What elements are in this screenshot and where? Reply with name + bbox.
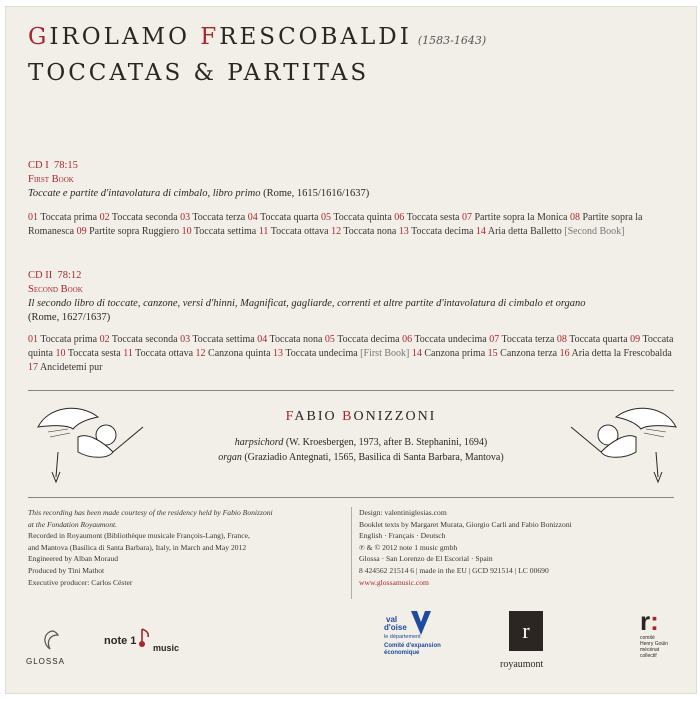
track-number: 13 [273, 348, 284, 359]
cd2-book: Second Book [28, 284, 83, 295]
track-number: 05 [324, 334, 335, 345]
track-item [182, 226, 257, 237]
credit-line: Recorded in Royaumont (Bibliothèque musicale François-Lang), France, [28, 531, 250, 541]
note1-logo-text: note 1 [104, 635, 137, 647]
track-number: 01 [28, 334, 38, 345]
track-title: Toccata prima [38, 212, 98, 223]
track-number: 06 [394, 212, 405, 223]
track-number: 10 [181, 226, 192, 237]
track-number: 01 [28, 212, 38, 223]
track-title: Toccata ottava [268, 226, 329, 237]
track-item [273, 348, 409, 359]
cd2-track-list [28, 333, 678, 375]
credits-separator [351, 507, 352, 599]
track-title: Toccata ottava [132, 348, 194, 359]
track-title: Toccata quarta [566, 334, 628, 345]
right-cherub-illustration [566, 397, 686, 487]
track-title: Toccata quinta [331, 212, 392, 223]
track-title: Toccata settima [191, 226, 257, 237]
track-title: Partite sopra Ruggiero [86, 226, 180, 237]
track-title: Toccata undecima [412, 334, 487, 345]
track-item [321, 212, 392, 223]
track-number: 04 [257, 334, 268, 345]
credit-line: Executive producer: Carlos Céster [28, 577, 133, 587]
track-number: 03 [180, 334, 191, 345]
cd1-book: First Book [28, 174, 74, 185]
valdoise-v-icon [410, 610, 432, 636]
track-title: Toccata terza [190, 212, 246, 223]
divider-bottom [28, 497, 674, 498]
back-cover [5, 6, 697, 694]
track-number: 02 [99, 334, 110, 345]
track-item [259, 226, 329, 237]
track-item [248, 212, 319, 223]
track-item [28, 212, 97, 223]
track-number: 08 [556, 334, 567, 345]
track-number: 04 [247, 212, 258, 223]
track-item [100, 334, 178, 345]
note1-logo-subtext: music [153, 643, 180, 653]
cd1-track-list [28, 211, 678, 239]
cd2-work: Il secondo libro di toccate, canzone, versi d'hinni, Magnificat, gagliarde, correnti et altre partite d'intavolatura di cimbalo et organo [28, 298, 586, 309]
track-number: 03 [180, 212, 191, 223]
track-number: 05 [321, 212, 331, 223]
track-title: Toccata nona [267, 334, 323, 345]
fondation-logo: r: comité Henry Goüin mécénat collectif [640, 607, 680, 677]
track-number: 15 [487, 348, 498, 359]
track-title: Ancidetemi pur [38, 362, 103, 373]
track-number: 11 [123, 348, 133, 359]
composer-dates: (1583-1643) [417, 34, 487, 47]
credit-line: Produced by Tini Mathot [28, 565, 105, 575]
credit-line: Glossa · San Lorenzo de El Escorial · Spain [359, 554, 493, 564]
harpsichord-line: harpsichord (W. Kroesbergen, 1973, after B. Stephanini, 1694) [234, 437, 488, 448]
credit-line: English · Français · Deutsch [359, 531, 446, 541]
track-item [402, 334, 487, 345]
credit-line: ℗ & © 2012 note 1 music gmbh [359, 542, 458, 552]
track-title: Toccata terza [499, 334, 555, 345]
credit-line: Design: valentiniglesias.com [359, 508, 447, 517]
track-title: Aria detta la Frescobalda [569, 348, 672, 359]
track-book-note: [Second Book] [561, 226, 625, 237]
credit-line: This recording has been made courtesy of the residency held by Fabio Bonizzoni [28, 508, 273, 517]
track-number: 17 [28, 362, 38, 373]
track-item [196, 348, 271, 359]
track-item [462, 212, 568, 223]
track-title: Canzona terza [497, 348, 558, 359]
track-item [489, 334, 554, 345]
track-title: Partite sopra la Romanesca [28, 212, 643, 237]
track-number: 07 [461, 212, 472, 223]
track-title: Toccata nona [341, 226, 397, 237]
royaumont-mark-logo: r [509, 611, 543, 651]
track-item [100, 212, 178, 223]
left-cherub-illustration [28, 397, 148, 487]
track-number: 09 [76, 226, 87, 237]
track-item [180, 212, 245, 223]
track-item [257, 334, 322, 345]
track-title: Aria detta Balletto [485, 226, 562, 237]
track-title: Toccata prima [38, 334, 98, 345]
track-number: 11 [258, 226, 269, 237]
track-item [56, 348, 121, 359]
track-item [77, 226, 179, 237]
credit-line: Booklet texts by Margaret Murata, Giorgio Carli and Fabio Bonizzoni [359, 519, 572, 529]
track-item [476, 226, 625, 237]
credit-line: at the Fondation Royaumont. [28, 519, 118, 529]
track-number: 16 [559, 348, 570, 359]
track-item [557, 334, 628, 345]
track-item [28, 334, 97, 345]
credits-left [28, 507, 343, 588]
track-number: 06 [402, 334, 413, 345]
track-item [180, 334, 255, 345]
track-book-note: [First Book] [357, 348, 410, 359]
track-item [325, 334, 400, 345]
track-item [412, 348, 485, 359]
track-number: 12 [331, 226, 342, 237]
website-link[interactable]: www.glossamusic.com [359, 577, 429, 587]
track-title: Toccata seconda [109, 334, 178, 345]
track-title: Partite sopra la Monica [471, 212, 568, 223]
track-title: Canzona prima [421, 348, 486, 359]
track-title: Toccata seconda [109, 212, 178, 223]
album-title: TOCCATAS & PARTITAS [28, 60, 370, 86]
track-number: 14 [411, 348, 422, 359]
cd2-work-note: (Rome, 1627/1637) [28, 312, 111, 323]
track-number: 14 [475, 226, 486, 237]
fondation-r-mark: r: [640, 606, 659, 636]
track-title: Toccata undecima [283, 348, 358, 359]
track-number: 12 [195, 348, 206, 359]
cd1-work: Toccate e partite d'intavolatura di cimbalo, libro primo (Rome, 1615/1616/1637) [28, 188, 370, 199]
credit-line: 8 424562 21514 6 | made in the EU | GCD 921514 | LC 00690 [359, 565, 549, 575]
valdoise-logo: val d'oise le département Comité d'expansion économique [384, 610, 454, 670]
track-number: 02 [99, 212, 110, 223]
note1-logo-icon [138, 627, 152, 649]
track-item [331, 226, 396, 237]
track-title: Canzona quinta [205, 348, 271, 359]
track-item [123, 348, 193, 359]
cd2-header: CD II 78:12 Second Book Il secondo libro di toccate, canzone, versi d'hinni, Magnificat, gagliarde, correnti et altre partite d'intavolatura di cimbalo et organo (Rome, 1627/1637) [28, 269, 678, 325]
track-title: Toccata quinta [28, 334, 674, 359]
credit-line: and Mantova (Basilica di Santa Barbara), Italy, in March and May 2012 [28, 542, 247, 552]
track-title: Toccata sesta [404, 212, 460, 223]
royaumont-logo-text: royaumont [500, 659, 544, 670]
track-item [28, 362, 102, 373]
track-number: 10 [55, 348, 66, 359]
track-title: Toccata quarta [257, 212, 319, 223]
organ-line: organ (Graziadio Antegnati, 1565, Basilica di Santa Barbara, Mantova) [218, 452, 504, 463]
credit-line: Engineered by Alban Moraud [28, 554, 119, 564]
divider-top [28, 390, 674, 391]
cd1-header: CD I 78:15 First Book Toccate e partite d'intavolatura di cimbalo, libro primo (Rome, 1615/1616/1637) [28, 159, 678, 201]
track-title: Toccata decima [408, 226, 474, 237]
track-number: 09 [630, 334, 641, 345]
track-item [394, 212, 459, 223]
glossa-logo-icon [36, 629, 68, 653]
track-number: 07 [489, 334, 500, 345]
track-item [560, 348, 672, 359]
track-item [488, 348, 557, 359]
composer-name: GIROLAMO FRESCOBALDI (1583-1643) [28, 24, 487, 50]
performer-block [196, 409, 526, 465]
performer-name: FABIO BONIZZONI [285, 409, 437, 424]
track-title: Toccata decima [334, 334, 400, 345]
track-number: 13 [398, 226, 409, 237]
track-item [399, 226, 474, 237]
title-block [28, 21, 668, 89]
track-title: Toccata sesta [65, 348, 121, 359]
credits-right [359, 507, 689, 588]
glossa-logo-text: GLOSSA [26, 657, 65, 666]
track-number: 08 [570, 212, 580, 223]
track-title: Toccata settima [190, 334, 255, 345]
